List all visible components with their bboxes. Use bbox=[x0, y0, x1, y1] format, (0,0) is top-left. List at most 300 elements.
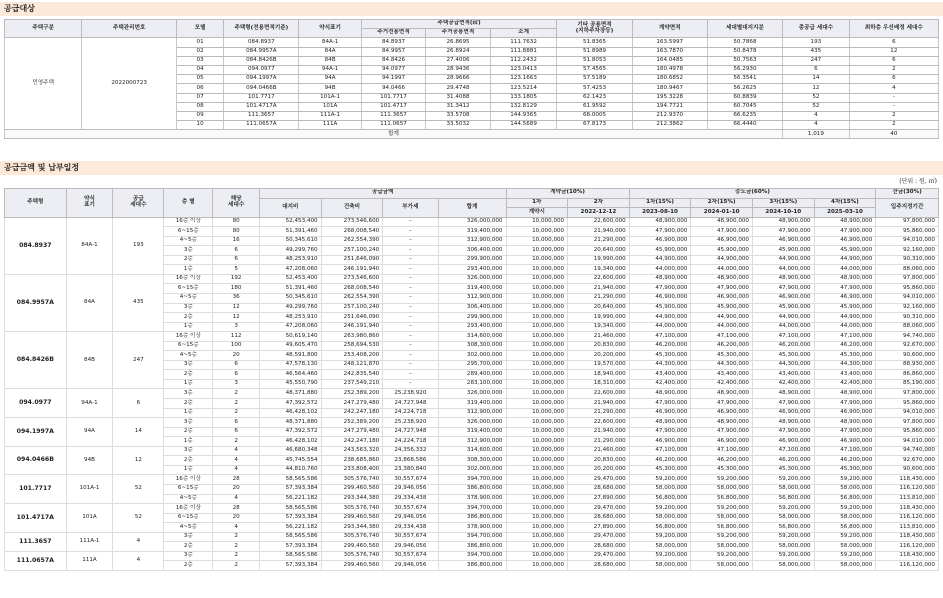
cell-mid-3: 47,100,000 bbox=[753, 446, 815, 456]
abbreviation: 84B bbox=[66, 332, 113, 389]
cell-mid-4: 48,900,000 bbox=[814, 217, 876, 227]
cell-mid-4: 46,200,000 bbox=[814, 456, 876, 466]
cell-mid-4: 47,100,000 bbox=[814, 446, 876, 456]
cell-land-price: 57,393,384 bbox=[260, 542, 322, 552]
cell-floor: 3층 bbox=[164, 446, 213, 456]
cell-land-price: 47,392,572 bbox=[260, 427, 322, 437]
total-label: 합계 bbox=[5, 130, 783, 139]
cell-housing: 094.0466B bbox=[224, 84, 299, 93]
cell-deposit-1: 10,000,000 bbox=[506, 389, 568, 399]
cell-applicable-units: 4 bbox=[213, 494, 260, 504]
cell-land-price: 49,605,470 bbox=[260, 341, 322, 351]
cell-deposit-2: 29,470,000 bbox=[568, 504, 630, 514]
cell-mid-1: 44,300,000 bbox=[629, 360, 691, 370]
cell-floor: 1층 bbox=[164, 437, 213, 447]
cell-mid-4: 45,300,000 bbox=[814, 465, 876, 475]
cell-deposit-1: 10,000,000 bbox=[506, 408, 568, 418]
cell-subtotal: 111.8881 bbox=[490, 47, 557, 56]
cell-deposit-1: 10,000,000 bbox=[506, 255, 568, 265]
supply-units: 435 bbox=[113, 274, 164, 331]
cell-mid-4: 58,000,000 bbox=[814, 561, 876, 571]
cell-units: 52 bbox=[783, 102, 850, 111]
cell-deposit-1: 10,000,000 bbox=[506, 274, 568, 284]
table-row bbox=[5, 418, 939, 428]
cell-mid-3: 44,000,000 bbox=[753, 265, 815, 275]
cell-total-price: 394,700,000 bbox=[438, 532, 506, 542]
cell-mid-4: 59,200,000 bbox=[814, 475, 876, 485]
cell-applicable-units: 12 bbox=[213, 313, 260, 323]
cell-floor: 6~15층 bbox=[164, 513, 213, 523]
cell-deposit-2: 21,940,000 bbox=[568, 399, 630, 409]
cell-deposit-2: 22,600,000 bbox=[568, 389, 630, 399]
cell-floor: 1층 bbox=[164, 379, 213, 389]
cell-other: 51.8989 bbox=[557, 47, 632, 56]
cell-mid-2: 43,400,000 bbox=[691, 370, 753, 380]
cell-vat: 30,557,674 bbox=[383, 551, 438, 561]
cell-common: 33.5708 bbox=[426, 111, 490, 120]
cell-mid-1: 47,900,000 bbox=[629, 227, 691, 237]
cell-priority: - bbox=[849, 102, 938, 111]
cell-floor: 6~15층 bbox=[164, 341, 213, 351]
cell-applicable-units: 4 bbox=[213, 523, 260, 533]
cell-deposit-1: 10,000,000 bbox=[506, 322, 568, 332]
cell-mid-2: 45,900,000 bbox=[691, 303, 753, 313]
cell-building-price: 305,576,740 bbox=[321, 532, 383, 542]
header-mgmt-no: 주택관리번호 bbox=[82, 20, 177, 38]
cell-balance: 92,160,000 bbox=[876, 246, 939, 256]
abbreviation: 94B bbox=[66, 446, 113, 475]
cell-deposit-1: 10,000,000 bbox=[506, 360, 568, 370]
cell-total-price: 308,300,000 bbox=[438, 456, 506, 466]
cell-contract: 163.5997 bbox=[632, 38, 707, 47]
cell-mid-2: 59,200,000 bbox=[691, 551, 753, 561]
cell-deposit-2: 22,600,000 bbox=[568, 274, 630, 284]
cell-vat: 30,557,674 bbox=[383, 475, 438, 485]
cell-applicable-units: 28 bbox=[213, 475, 260, 485]
cell-deposit-2: 20,200,000 bbox=[568, 351, 630, 361]
cell-mid-2: 56,800,000 bbox=[691, 494, 753, 504]
header-mid-2: 2차(15%) bbox=[691, 198, 753, 208]
cell-building-price: 299,460,560 bbox=[321, 513, 383, 523]
cell-deposit-1: 10,000,000 bbox=[506, 351, 568, 361]
housing-type: 111.3657 bbox=[5, 532, 67, 551]
housing-type: 111.0657A bbox=[5, 551, 67, 570]
cell-other: 67.8173 bbox=[557, 121, 632, 130]
cell-total-price: 293,400,000 bbox=[438, 265, 506, 275]
cell-deposit-2: 19,990,000 bbox=[568, 255, 630, 265]
cell-floor: 1층 bbox=[164, 265, 213, 275]
cell-subtotal: 123.0413 bbox=[490, 65, 557, 74]
cell-balance: 97,800,000 bbox=[876, 217, 939, 227]
cell-applicable-units: 6 bbox=[213, 360, 260, 370]
cell-floor: 2층 bbox=[164, 255, 213, 265]
cell-other: 57.4253 bbox=[557, 84, 632, 93]
cell-deposit-2: 21,290,000 bbox=[568, 294, 630, 304]
cell-mid-3: 46,900,000 bbox=[753, 437, 815, 447]
cell-deposit-2: 20,640,000 bbox=[568, 303, 630, 313]
cell-land: 50.7563 bbox=[707, 56, 782, 65]
cell-building-price: 258,694,530 bbox=[321, 341, 383, 351]
cell-subtotal: 144.9365 bbox=[490, 111, 557, 120]
cell-housing: 111.3657 bbox=[224, 111, 299, 120]
cell-contract: 212.3862 bbox=[632, 121, 707, 130]
cell-common: 28.9436 bbox=[426, 65, 490, 74]
cell-building-price: 299,460,560 bbox=[321, 561, 383, 571]
cell-mid-1: 45,300,000 bbox=[629, 351, 691, 361]
cell-total-price: 326,000,000 bbox=[438, 389, 506, 399]
cell-mid-4: 46,900,000 bbox=[814, 408, 876, 418]
housing-type: 084.8426B bbox=[5, 332, 67, 389]
cell-vat: – bbox=[383, 236, 438, 246]
cell-priority: 12 bbox=[849, 47, 938, 56]
cell-vat: 23,380,840 bbox=[383, 465, 438, 475]
cell-mid-3: 59,200,000 bbox=[753, 551, 815, 561]
abbreviation: 111A bbox=[66, 551, 113, 570]
cell-balance: 118,430,000 bbox=[876, 532, 939, 542]
cell-mid-2: 47,900,000 bbox=[691, 227, 753, 237]
header-abbr: 약식표기 bbox=[299, 20, 361, 38]
cell-mid-2: 46,900,000 bbox=[691, 294, 753, 304]
cell-other: 51.8053 bbox=[557, 56, 632, 65]
cell-mid-3: 58,000,000 bbox=[753, 513, 815, 523]
cell-mid-3: 59,200,000 bbox=[753, 504, 815, 514]
cell-floor: 4~5층 bbox=[164, 236, 213, 246]
cell-vat: 23,868,586 bbox=[383, 456, 438, 466]
cell-mid-4: 47,900,000 bbox=[814, 427, 876, 437]
cell-land-price: 45,745,554 bbox=[260, 456, 322, 466]
cell-mid-1: 44,900,000 bbox=[629, 313, 691, 323]
cell-building-price: 251,646,090 bbox=[321, 255, 383, 265]
cell-applicable-units: 5 bbox=[213, 265, 260, 275]
cell-applicable-units: 80 bbox=[213, 227, 260, 237]
cell-floor: 2층 bbox=[164, 313, 213, 323]
cell-deposit-1: 10,000,000 bbox=[506, 523, 568, 533]
cell-deposit-2: 29,470,000 bbox=[568, 475, 630, 485]
cell-mid-4: 58,000,000 bbox=[814, 542, 876, 552]
cell-private: 94.0977 bbox=[361, 65, 425, 74]
cell-deposit-2: 21,290,000 bbox=[568, 437, 630, 447]
cell-total-price: 386,800,000 bbox=[438, 542, 506, 552]
cell-floor: 16층 이상 bbox=[164, 217, 213, 227]
cell-mid-2: 58,000,000 bbox=[691, 542, 753, 552]
cell-applicable-units: 6 bbox=[213, 427, 260, 437]
section-header-supply-target bbox=[0, 2, 943, 16]
cell-mid-3: 48,900,000 bbox=[753, 418, 815, 428]
cell-building-price: 299,460,560 bbox=[321, 542, 383, 552]
cell-floor: 2층 bbox=[164, 561, 213, 571]
cell-mid-4: 59,200,000 bbox=[814, 551, 876, 561]
cell-mid-3: 44,900,000 bbox=[753, 313, 815, 323]
cell-units: 247 bbox=[783, 56, 850, 65]
cell-deposit-1: 10,000,000 bbox=[506, 504, 568, 514]
cell-housing: 084.8937 bbox=[224, 38, 299, 47]
cell-mid-3: 45,900,000 bbox=[753, 303, 815, 313]
cell-subtotal: 123.1663 bbox=[490, 75, 557, 84]
cell-mid-3: 58,000,000 bbox=[753, 484, 815, 494]
cell-mid-4: 44,000,000 bbox=[814, 322, 876, 332]
cell-common: 28.9666 bbox=[426, 75, 490, 84]
cell-vat: – bbox=[383, 313, 438, 323]
cell-mid-2: 47,900,000 bbox=[691, 284, 753, 294]
cell-balance: 118,430,000 bbox=[876, 475, 939, 485]
cell-model: 03 bbox=[176, 56, 223, 65]
cell-balance: 92,670,000 bbox=[876, 341, 939, 351]
cell-applicable-units: 16 bbox=[213, 236, 260, 246]
supply-units: 52 bbox=[113, 504, 164, 533]
cell-balance: 95,860,000 bbox=[876, 427, 939, 437]
cell-land-price: 49,299,760 bbox=[260, 246, 322, 256]
cell-land-price: 51,391,460 bbox=[260, 284, 322, 294]
header-price: 공급금액 bbox=[260, 189, 507, 199]
cell-mid-2: 58,000,000 bbox=[691, 561, 753, 571]
abbreviation: 101A bbox=[66, 504, 113, 533]
cell-priority: 4 bbox=[849, 84, 938, 93]
cell-floor: 2층 bbox=[164, 427, 213, 437]
cell-vat: – bbox=[383, 255, 438, 265]
cell-deposit-1: 10,000,000 bbox=[506, 246, 568, 256]
cell-mid-1: 59,200,000 bbox=[629, 504, 691, 514]
cell-vat: 30,557,674 bbox=[383, 504, 438, 514]
cell-deposit-1: 10,000,000 bbox=[506, 332, 568, 342]
cell-contract: 163.7870 bbox=[632, 47, 707, 56]
cell-mid-1: 58,000,000 bbox=[629, 561, 691, 571]
cell-mid-1: 58,000,000 bbox=[629, 484, 691, 494]
cell-floor: 3층 bbox=[164, 532, 213, 542]
cell-applicable-units: 2 bbox=[213, 551, 260, 561]
cell-applicable-units: 2 bbox=[213, 399, 260, 409]
cell-floor: 6~15층 bbox=[164, 227, 213, 237]
cell-deposit-1: 10,000,000 bbox=[506, 551, 568, 561]
cell-land-price: 58,565,586 bbox=[260, 551, 322, 561]
cell-deposit-2: 29,470,000 bbox=[568, 532, 630, 542]
cell-floor: 3층 bbox=[164, 389, 213, 399]
cell-building-price: 248,121,870 bbox=[321, 360, 383, 370]
cell-model: 05 bbox=[176, 75, 223, 84]
cell-mid-1: 46,200,000 bbox=[629, 341, 691, 351]
cell-balance: 118,430,000 bbox=[876, 504, 939, 514]
cell-housing: 084.9957A bbox=[224, 47, 299, 56]
cell-deposit-2: 21,940,000 bbox=[568, 284, 630, 294]
cell-units: 4 bbox=[783, 111, 850, 120]
supply-units: 193 bbox=[113, 217, 164, 274]
cell-private: 84.9957 bbox=[361, 47, 425, 56]
cell-mid-2: 48,900,000 bbox=[691, 274, 753, 284]
cell-mid-1: 59,200,000 bbox=[629, 532, 691, 542]
cell-vat: 30,557,674 bbox=[383, 532, 438, 542]
cell-mid-2: 45,300,000 bbox=[691, 465, 753, 475]
cell-mid-1: 47,900,000 bbox=[629, 284, 691, 294]
cell-mid-4: 47,100,000 bbox=[814, 332, 876, 342]
cell-land: 56.2930 bbox=[707, 65, 782, 74]
cell-building-price: 273,546,600 bbox=[321, 217, 383, 227]
cell-land: 60.7045 bbox=[707, 102, 782, 111]
cell-land-price: 51,391,460 bbox=[260, 227, 322, 237]
cell-balance: 92,670,000 bbox=[876, 456, 939, 466]
cell-applicable-units: 20 bbox=[213, 484, 260, 494]
header-housing: 주택형 bbox=[5, 189, 67, 218]
cell-land-price: 58,565,586 bbox=[260, 475, 322, 485]
cell-mid-1: 56,800,000 bbox=[629, 523, 691, 533]
cell-building-price: 305,576,740 bbox=[321, 475, 383, 485]
cell-land-price: 46,428,102 bbox=[260, 437, 322, 447]
cell-mid-4: 46,900,000 bbox=[814, 236, 876, 246]
header-balance-sub: 입주지정기간 bbox=[876, 198, 939, 217]
cell-mid-1: 58,000,000 bbox=[629, 513, 691, 523]
cell-floor: 16층 이상 bbox=[164, 274, 213, 284]
cell-deposit-2: 22,600,000 bbox=[568, 217, 630, 227]
cell-land-price: 48,253,910 bbox=[260, 313, 322, 323]
cell-mid-4: 59,200,000 bbox=[814, 504, 876, 514]
cell-mid-3: 44,900,000 bbox=[753, 255, 815, 265]
cell-balance: 90,600,000 bbox=[876, 465, 939, 475]
header-abbr: 약식 표기 bbox=[66, 189, 113, 218]
cell-mid-3: 45,300,000 bbox=[753, 351, 815, 361]
cell-land-price: 47,208,060 bbox=[260, 322, 322, 332]
cell-private: 94.1997 bbox=[361, 75, 425, 84]
cell-mid-2: 44,000,000 bbox=[691, 265, 753, 275]
cell-applicable-units: 112 bbox=[213, 332, 260, 342]
cell-total-price: 326,000,000 bbox=[438, 418, 506, 428]
cell-building-price: 242,247,180 bbox=[321, 437, 383, 447]
table-row bbox=[5, 217, 939, 227]
cell-vat: – bbox=[383, 217, 438, 227]
cell-applicable-units: 192 bbox=[213, 274, 260, 284]
cell-vat: 29,334,438 bbox=[383, 523, 438, 533]
cell-private: 94.0466 bbox=[361, 84, 425, 93]
cell-balance: 94,740,000 bbox=[876, 332, 939, 342]
cell-mid-4: 58,000,000 bbox=[814, 513, 876, 523]
header-priority-units: 최하층 우선배정 세대수 bbox=[849, 20, 938, 38]
abbreviation: 111A-1 bbox=[66, 532, 113, 551]
cell-mid-3: 48,900,000 bbox=[753, 217, 815, 227]
cell-building-price: 305,576,740 bbox=[321, 504, 383, 514]
cell-land-price: 45,550,790 bbox=[260, 379, 322, 389]
header-supply-units: 공급 세대수 bbox=[113, 189, 164, 218]
cell-building-price: 251,646,090 bbox=[321, 313, 383, 323]
cell-floor: 4~5층 bbox=[164, 523, 213, 533]
cell-mid-3: 48,900,000 bbox=[753, 274, 815, 284]
cell-floor: 4~5층 bbox=[164, 494, 213, 504]
cell-deposit-1: 10,000,000 bbox=[506, 513, 568, 523]
cell-applicable-units: 6 bbox=[213, 418, 260, 428]
cell-deposit-1: 10,000,000 bbox=[506, 561, 568, 571]
cell-mid-1: 46,900,000 bbox=[629, 294, 691, 304]
cell-deposit-1: 10,000,000 bbox=[506, 446, 568, 456]
cell-total-price: 302,000,000 bbox=[438, 351, 506, 361]
management-number: 2022000723 bbox=[82, 38, 177, 130]
header-subtotal: 소계 bbox=[490, 29, 557, 38]
cell-floor: 1층 bbox=[164, 465, 213, 475]
cell-land-price: 47,208,060 bbox=[260, 265, 322, 275]
cell-mid-2: 48,900,000 bbox=[691, 217, 753, 227]
cell-land-price: 48,253,910 bbox=[260, 255, 322, 265]
header-mid-4-date: 2025-03-10 bbox=[814, 208, 876, 218]
cell-applicable-units: 2 bbox=[213, 532, 260, 542]
cell-total-price: 326,000,000 bbox=[438, 274, 506, 284]
cell-vat: 25,238,920 bbox=[383, 418, 438, 428]
cell-units: 12 bbox=[783, 84, 850, 93]
cell-building-price: 257,100,240 bbox=[321, 246, 383, 256]
cell-balance: 118,430,000 bbox=[876, 551, 939, 561]
cell-vat: – bbox=[383, 332, 438, 342]
abbreviation: 101A-1 bbox=[66, 475, 113, 504]
cell-floor: 3층 bbox=[164, 360, 213, 370]
cell-contract: 180.9467 bbox=[632, 84, 707, 93]
header-common-area: 주거공용면적 bbox=[426, 29, 490, 38]
cell-vat: – bbox=[383, 294, 438, 304]
cell-mid-1: 44,000,000 bbox=[629, 265, 691, 275]
housing-type: 084.8937 bbox=[5, 217, 67, 274]
cell-mid-4: 44,900,000 bbox=[814, 255, 876, 265]
cell-land-price: 50,619,140 bbox=[260, 332, 322, 342]
cell-building-price: 238,685,860 bbox=[321, 456, 383, 466]
cell-land: 56.3541 bbox=[707, 75, 782, 84]
cell-land: 66.6235 bbox=[707, 111, 782, 120]
cell-contract: 164.0485 bbox=[632, 56, 707, 65]
cell-total-price: 312,900,000 bbox=[438, 236, 506, 246]
cell-building-price: 268,008,540 bbox=[321, 227, 383, 237]
cell-building-price: 247,279,480 bbox=[321, 427, 383, 437]
cell-land: 50.7868 bbox=[707, 38, 782, 47]
cell-priority: 2 bbox=[849, 121, 938, 130]
cell-mid-1: 45,900,000 bbox=[629, 303, 691, 313]
supply-units: 4 bbox=[113, 532, 164, 551]
cell-applicable-units: 100 bbox=[213, 341, 260, 351]
cell-balance: 95,860,000 bbox=[876, 399, 939, 409]
cell-mid-3: 58,000,000 bbox=[753, 561, 815, 571]
cell-floor: 4~5층 bbox=[164, 351, 213, 361]
cell-vat: – bbox=[383, 351, 438, 361]
cell-balance: 94,010,000 bbox=[876, 437, 939, 447]
cell-deposit-1: 10,000,000 bbox=[506, 227, 568, 237]
cell-total-price: 293,400,000 bbox=[438, 322, 506, 332]
cell-abbr: 111A bbox=[299, 121, 361, 130]
cell-mid-3: 42,400,000 bbox=[753, 379, 815, 389]
cell-building-price: 305,576,740 bbox=[321, 551, 383, 561]
header-supply-area: 주택공급면적(㎡) bbox=[361, 20, 557, 29]
cell-other: 68.0005 bbox=[557, 111, 632, 120]
cell-balance: 95,860,000 bbox=[876, 227, 939, 237]
cell-abbr: 94A-1 bbox=[299, 65, 361, 74]
header-type: 주택구분 bbox=[5, 20, 82, 38]
cell-deposit-1: 10,000,000 bbox=[506, 494, 568, 504]
cell-mid-4: 46,900,000 bbox=[814, 294, 876, 304]
cell-model: 07 bbox=[176, 93, 223, 102]
table-row bbox=[5, 389, 939, 399]
cell-land-price: 52,453,400 bbox=[260, 274, 322, 284]
cell-building-price: 233,808,400 bbox=[321, 465, 383, 475]
cell-private: 101.7717 bbox=[361, 93, 425, 102]
cell-contract: 180.6852 bbox=[632, 75, 707, 84]
cell-units: 193 bbox=[783, 38, 850, 47]
cell-subtotal: 123.5214 bbox=[490, 84, 557, 93]
cell-private: 111.3657 bbox=[361, 111, 425, 120]
cell-land-price: 46,428,102 bbox=[260, 408, 322, 418]
cell-floor: 3층 bbox=[164, 418, 213, 428]
cell-total-price: 306,400,000 bbox=[438, 246, 506, 256]
cell-total-price: 299,900,000 bbox=[438, 255, 506, 265]
cell-mid-2: 59,200,000 bbox=[691, 504, 753, 514]
header-mid-1: 1차(15%) bbox=[629, 198, 691, 208]
price-schedule-table bbox=[4, 188, 939, 571]
cell-building-price: 242,247,180 bbox=[321, 408, 383, 418]
header-other-common: 기타 공용면적 (지하주차장등) bbox=[557, 20, 632, 38]
cell-deposit-1: 10,000,000 bbox=[506, 303, 568, 313]
cell-mid-1: 48,900,000 bbox=[629, 389, 691, 399]
cell-building-price: 246,191,940 bbox=[321, 265, 383, 275]
cell-applicable-units: 28 bbox=[213, 504, 260, 514]
cell-mid-4: 44,900,000 bbox=[814, 313, 876, 323]
